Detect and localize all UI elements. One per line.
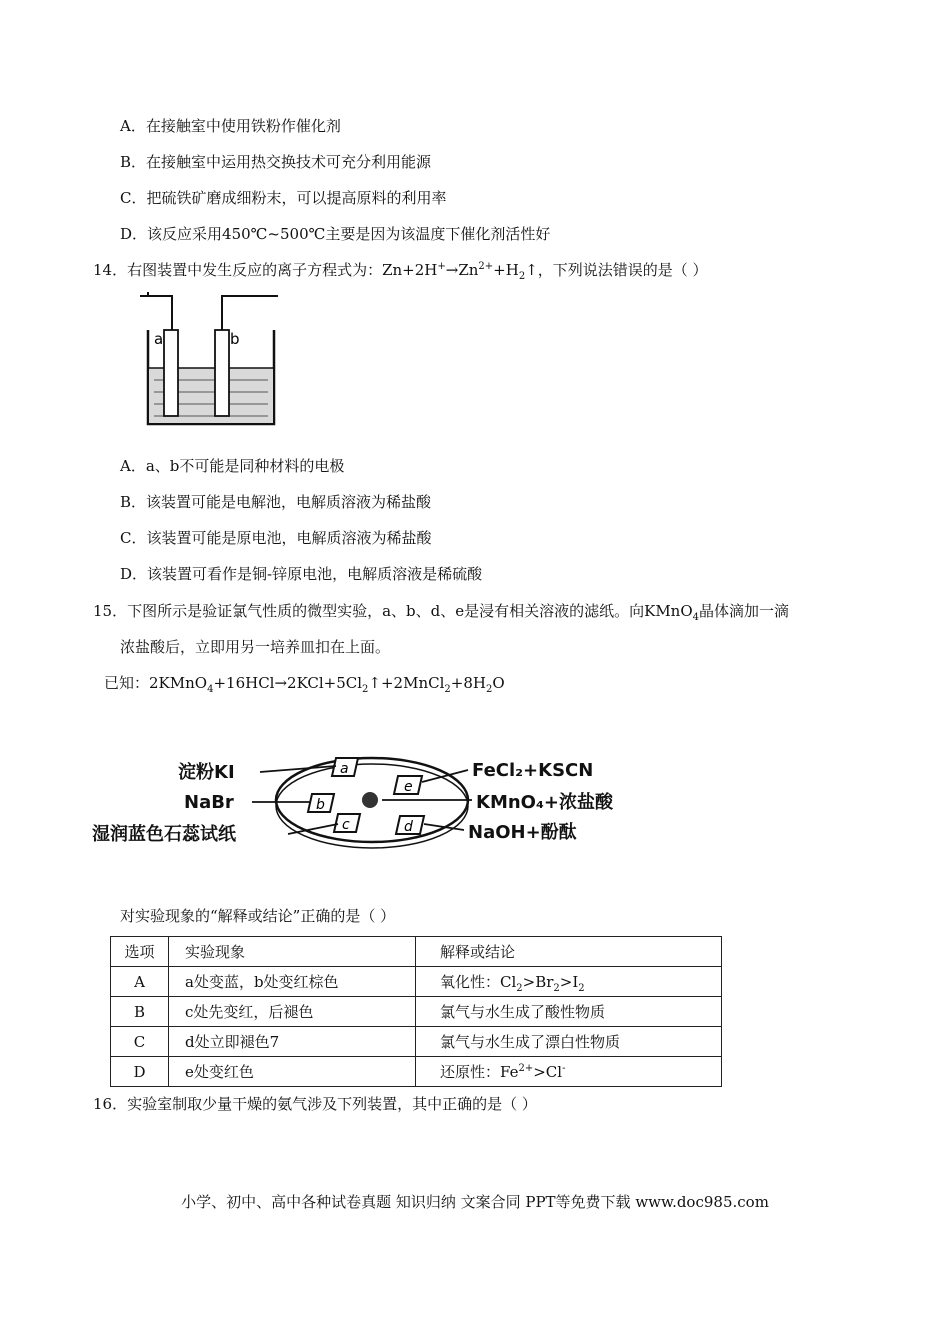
q14-stem: 14．右图装置中发生反应的离子方程式为：$Zn+2H^+\to Zn^{2+}+H_2↑$，下列说法错误的是（ ） bbox=[93, 261, 708, 282]
q14-option-c: C．该装置可能是原电池，电解质溶液为稀盐酸 bbox=[120, 529, 432, 547]
q15-stem-line1: 15．下图所示是验证氯气性质的微型实验，a、b、d、e是浸有相关溶液的滤纸。向KMnO$_4$晶体滴加一滴 bbox=[93, 602, 790, 623]
table-row bbox=[111, 1027, 722, 1057]
q15-stem-line2: 浓盐酸后，立即用另一培养皿扣在上面。 bbox=[120, 638, 391, 656]
electrode-b-label: b bbox=[230, 330, 240, 348]
paper-c-label: c bbox=[342, 817, 350, 833]
q15-prompt: 对实验现象的“解释或结论”正确的是（ ） bbox=[120, 907, 396, 925]
header-phenomenon: 实验现象 bbox=[169, 937, 416, 967]
row-option: B bbox=[111, 997, 169, 1027]
row-option: A bbox=[111, 967, 169, 997]
row-phenomenon: a处变蓝，b处变红棕色 bbox=[169, 967, 416, 997]
row-option: C bbox=[111, 1027, 169, 1057]
label-starch-ki: 淀粉KI bbox=[178, 762, 235, 783]
row-phenomenon: c处先变红，后褪色 bbox=[169, 997, 416, 1027]
row-conclusion: 氧化性：$Cl_2>Br_2>I_2$ bbox=[416, 967, 722, 997]
label-fecl2-kscn: FeCl₂+KSCN bbox=[472, 760, 594, 781]
electrode-a-label: a bbox=[154, 330, 164, 348]
row-conclusion: 还原性：$Fe^{2+}>Cl^-$ bbox=[416, 1057, 722, 1087]
q13-option-a: A．在接触室中使用铁粉作催化剂 bbox=[120, 117, 341, 135]
q13-option-c: C．把硫铁矿磨成细粉末，可以提高原料的利用率 bbox=[120, 189, 447, 207]
q13-option-d: D．该反应采用450℃~500℃主要是因为该温度下催化剂活性好 bbox=[120, 225, 551, 243]
q15-known-equation: 已知：$2KMnO_4+16HCl\to 2KCl+5Cl_2↑+2MnCl_2+8H_2O$ bbox=[104, 674, 505, 695]
q14-option-a: A．a、b不可能是同种材料的电极 bbox=[120, 457, 345, 475]
table-row bbox=[111, 997, 722, 1027]
petri-dish-figure bbox=[92, 738, 652, 868]
label-blue-litmus: 湿润蓝色石蕊试纸 bbox=[92, 824, 236, 845]
q15-answer-table bbox=[110, 936, 722, 1087]
page-footer: 小学、初中、高中各种试卷真题 知识归纳 文案合同 PPT等免费下载 www.doc985.com bbox=[181, 1193, 769, 1211]
paper-d-label: d bbox=[404, 819, 413, 835]
q14-option-b: B．该装置可能是电解池，电解质溶液为稀盐酸 bbox=[120, 493, 432, 511]
q16-stem: 16．实验室制取少量干燥的氨气涉及下列装置，其中正确的是（ ） bbox=[93, 1095, 537, 1113]
q14-option-d: D．该装置可看作是铜-锌原电池，电解质溶液是稀硫酸 bbox=[120, 565, 483, 583]
paper-b-label: b bbox=[316, 797, 325, 813]
paper-e-label: e bbox=[404, 779, 413, 795]
label-kmno4-hcl: KMnO₄+浓盐酸 bbox=[476, 792, 613, 813]
row-conclusion: 氯气与水生成了漂白性物质 bbox=[416, 1027, 722, 1057]
header-option: 选项 bbox=[111, 937, 169, 967]
table-row bbox=[111, 1057, 722, 1087]
electrolysis-apparatus-figure bbox=[118, 288, 288, 428]
row-conclusion: 氯气与水生成了酸性物质 bbox=[416, 997, 722, 1027]
header-conclusion: 解释或结论 bbox=[416, 937, 722, 967]
label-naoh-phenolphthalein: NaOH+酚酞 bbox=[468, 822, 577, 843]
row-phenomenon: d处立即褪色7 bbox=[169, 1027, 416, 1057]
q13-option-b: B．在接触室中运用热交换技术可充分利用能源 bbox=[120, 153, 432, 171]
label-nabr: NaBr bbox=[184, 792, 234, 813]
paper-a-label: a bbox=[340, 761, 349, 777]
table-header-row bbox=[111, 937, 722, 967]
row-option: D bbox=[111, 1057, 169, 1087]
row-phenomenon: e处变红色 bbox=[169, 1057, 416, 1087]
table-row bbox=[111, 967, 722, 997]
